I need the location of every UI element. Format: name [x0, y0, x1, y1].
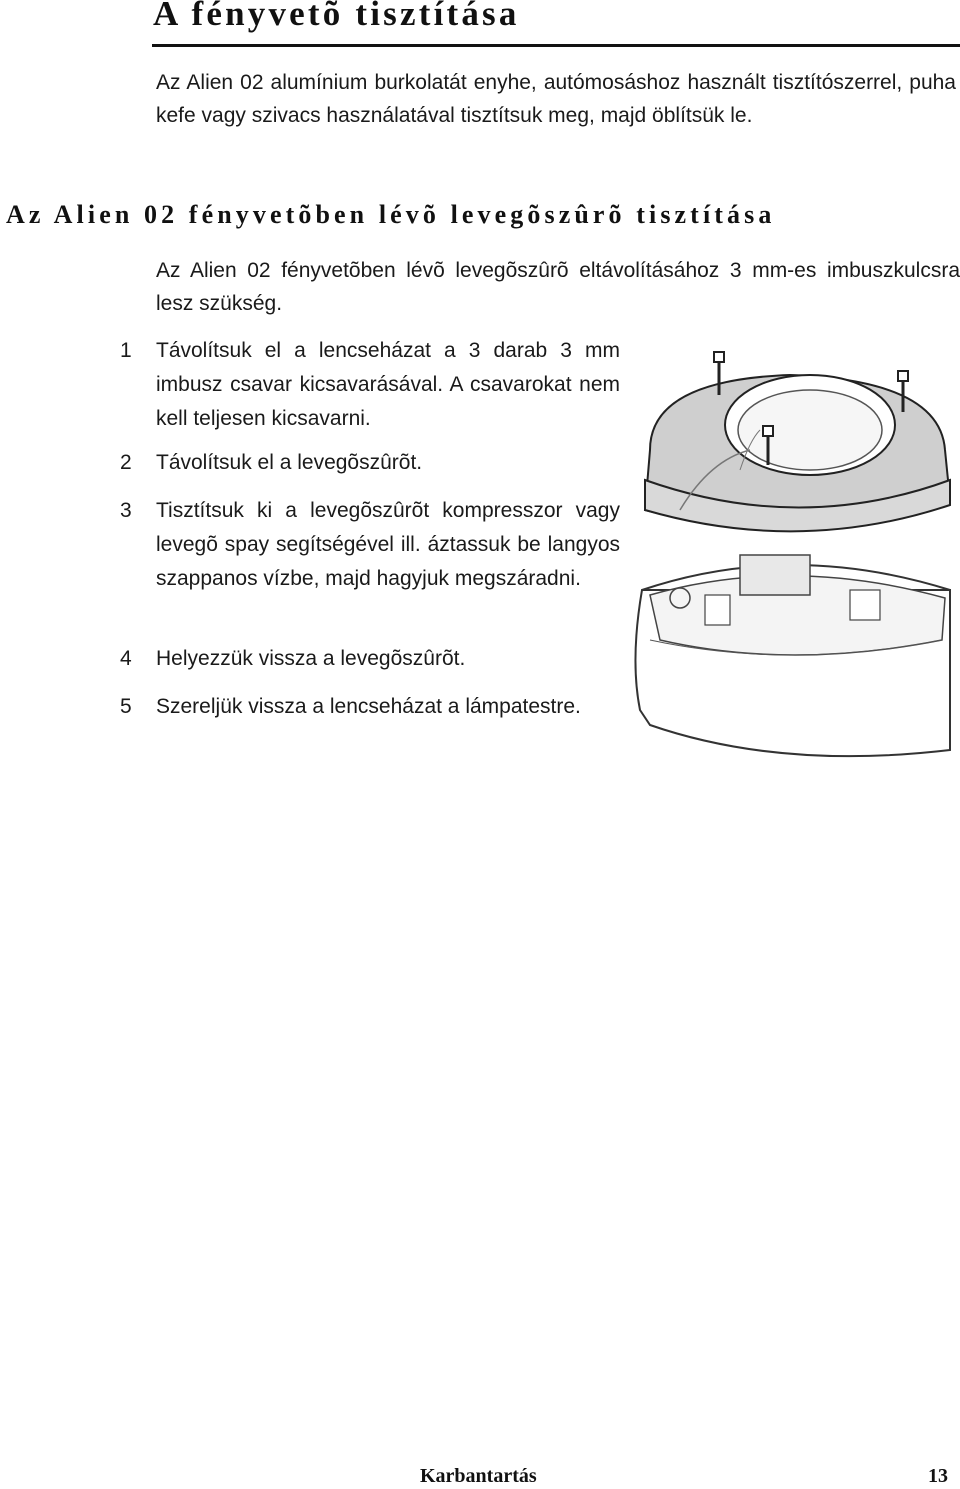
- title-rule: [152, 44, 960, 47]
- step-number: 3: [120, 499, 132, 522]
- footer-chapter: Karbantartás: [420, 1465, 537, 1487]
- lamp-body: [635, 555, 950, 756]
- step-5: [120, 690, 620, 724]
- step-number: 2: [120, 451, 132, 474]
- step-number: 4: [120, 647, 132, 670]
- subsection-intro: Az Alien 02 fényvetõben lévõ levegõszûrõ eltávolításához 3 mm-es imbuszkulcsra lesz szükség.: [156, 259, 960, 315]
- step-number: 5: [120, 695, 132, 718]
- lamp-illustration: [620, 340, 960, 770]
- step-text: Szereljük vissza a lencseházat a lámpatestre.: [156, 695, 581, 718]
- subsection-title: Az Alien 02 fényvetõben lévõ levegõszûrõ tisztítása: [6, 200, 776, 229]
- step-text: Helyezzük vissza a levegõszûrõt.: [156, 647, 466, 670]
- step-4: [120, 642, 620, 676]
- section-title: A fényvetõ tisztítása: [153, 0, 520, 33]
- footer-page-number: 13: [928, 1465, 948, 1487]
- step-text: Távolítsuk el a levegõszûrõt.: [156, 451, 423, 474]
- step-2: [120, 446, 620, 480]
- step-1: [120, 334, 620, 436]
- step-text: Tisztítsuk ki a levegõszûrõt kompresszor vagy levegõ spay segítségével ill. áztassuk be langyos szappanos vízbe, majd hagyjuk megszáradni.: [156, 499, 620, 590]
- section-intro: Az Alien 02 alumínium burkolatát enyhe, autómosáshoz használt tisztítószerrel, puha kefe vagy szivacs használatával tisztítsuk meg, majd öblítsük le.: [156, 71, 956, 127]
- step-3: [120, 494, 620, 596]
- step-number: 1: [120, 339, 132, 362]
- step-text: Távolítsuk el a lencseházat a 3 darab 3 mm imbusz csavar kicsavarásával. A csavarokat nem kell teljesen kicsavarni.: [156, 339, 620, 430]
